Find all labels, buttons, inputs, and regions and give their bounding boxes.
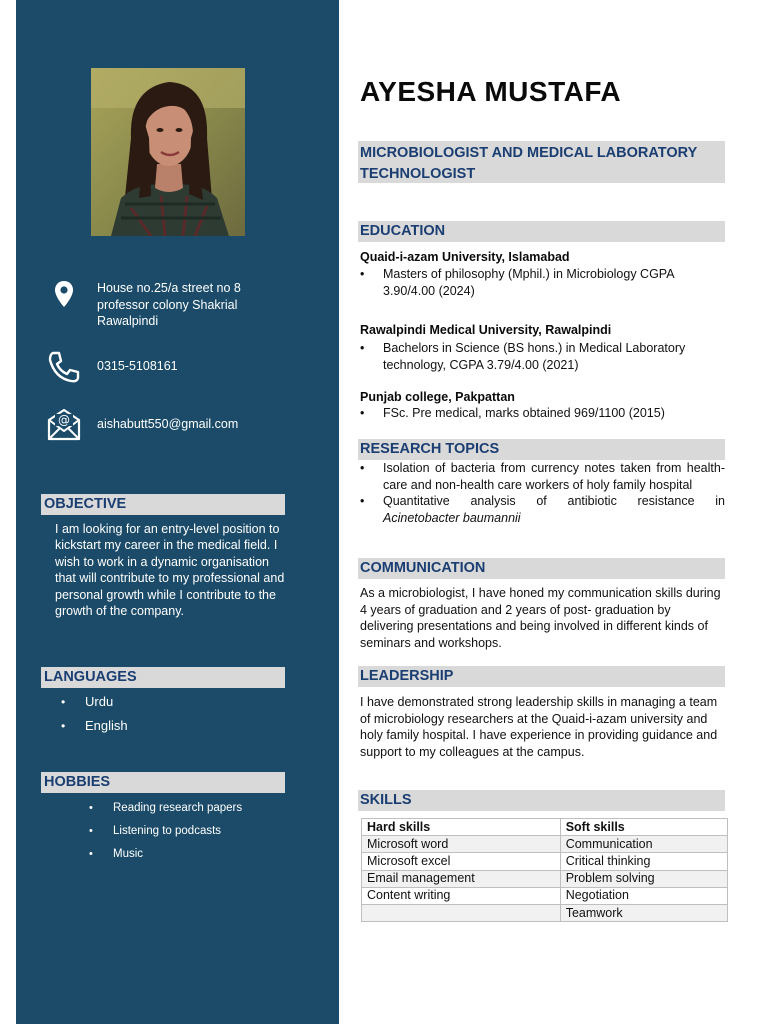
table-row	[362, 887, 728, 904]
table-row	[362, 836, 728, 853]
table-cell: Microsoft word	[362, 836, 561, 853]
table-header-row	[362, 819, 728, 836]
list-item: • Masters of philosophy (Mphil.) in Microbiology CGPA 3.90/4.00 (2024)	[383, 266, 703, 299]
communication-heading: COMMUNICATION	[358, 558, 725, 579]
table-cell: Communication	[560, 836, 727, 853]
phone-icon	[42, 350, 86, 384]
education-school: Punjab college, Pakpattan	[360, 390, 515, 404]
list-item: • Isolation of bacteria from currency notes taken from health-care and non-health care workers of holy family hospital	[383, 460, 725, 493]
table-header-cell: Soft skills	[560, 819, 727, 836]
table-row	[362, 870, 728, 887]
email-envelope-icon	[42, 406, 86, 442]
education-heading: EDUCATION	[358, 221, 725, 242]
svg-text:@: @	[58, 413, 70, 427]
table-cell: Teamwork	[560, 904, 727, 921]
table-row	[362, 853, 728, 870]
objective-text: I am looking for an entry-level position to kickstart my career in the medical field. I wish to work in a dynamic organisation that will contribute to my professional and personal growth while I contribute to the growth of the company.	[55, 522, 285, 619]
list-item: • Bachelors in Science (BS hons.) in Medical Laboratory technology, CGPA 3.79/4.00 (2021)	[383, 340, 703, 373]
leadership-text: I have demonstrated strong leadership skills in managing a team of microbiology researchers at the Quaid-i-azam university and holy family hospital. I have experience in providing guidance and support to my colleagues at the campus.	[360, 695, 718, 759]
list-item: • English	[85, 718, 128, 742]
education-school: Rawalpindi Medical University, Rawalpindi	[360, 323, 612, 337]
address-text: House no.25/a street no 8 professor colony Shakrial Rawalpindi	[97, 281, 241, 328]
phone-text: 0315-5108161	[97, 359, 178, 373]
email-text: aishabutt550@gmail.com	[97, 417, 239, 431]
skills-heading: SKILLS	[358, 790, 725, 811]
table-header-cell: Hard skills	[362, 819, 561, 836]
research-species: Acinetobacter baumannii	[383, 511, 521, 525]
location-pin-icon	[42, 280, 86, 308]
education-details	[383, 340, 703, 373]
languages-heading: LANGUAGES	[41, 667, 285, 688]
languages-list	[85, 694, 128, 742]
job-title: MICROBIOLOGIST AND MEDICAL LABORATORY TECHNOLOGIST	[358, 141, 725, 183]
table-cell: Microsoft excel	[362, 853, 561, 870]
list-item: • Urdu	[85, 694, 128, 718]
list-item: • Quantitative analysis of antibiotic resistance in	[383, 493, 725, 510]
research-list	[383, 460, 725, 510]
table-cell: Problem solving	[560, 870, 727, 887]
hobbies-list	[113, 800, 242, 869]
objective-heading: OBJECTIVE	[41, 494, 285, 515]
skills-table	[361, 818, 728, 922]
table-cell: Negotiation	[560, 887, 727, 904]
candidate-name: AYESHA MUSTAFA	[360, 76, 622, 107]
table-cell: Critical thinking	[560, 853, 727, 870]
table-cell: Content writing	[362, 887, 561, 904]
table-cell	[362, 904, 561, 921]
hobbies-heading: HOBBIES	[41, 772, 285, 793]
table-cell: Email management	[362, 870, 561, 887]
list-item: • FSc. Pre medical, marks obtained 969/1100 (2015)	[383, 405, 723, 422]
research-heading: RESEARCH TOPICS	[358, 439, 725, 460]
list-item: • Music	[113, 846, 242, 869]
table-row	[362, 904, 728, 921]
education-school: Quaid-i-azam University, Islamabad	[360, 250, 570, 264]
leadership-heading: LEADERSHIP	[358, 666, 725, 687]
list-item: • Listening to podcasts	[113, 823, 242, 846]
profile-photo	[91, 68, 245, 236]
communication-text: As a microbiologist, I have honed my communication skills during 4 years of graduation and 2 years of post- graduation by delivering presentations and being involved in different kinds of seminars and workshops.	[360, 586, 721, 650]
education-details	[383, 405, 723, 422]
education-details	[383, 266, 703, 299]
list-item: • Reading research papers	[113, 800, 242, 823]
